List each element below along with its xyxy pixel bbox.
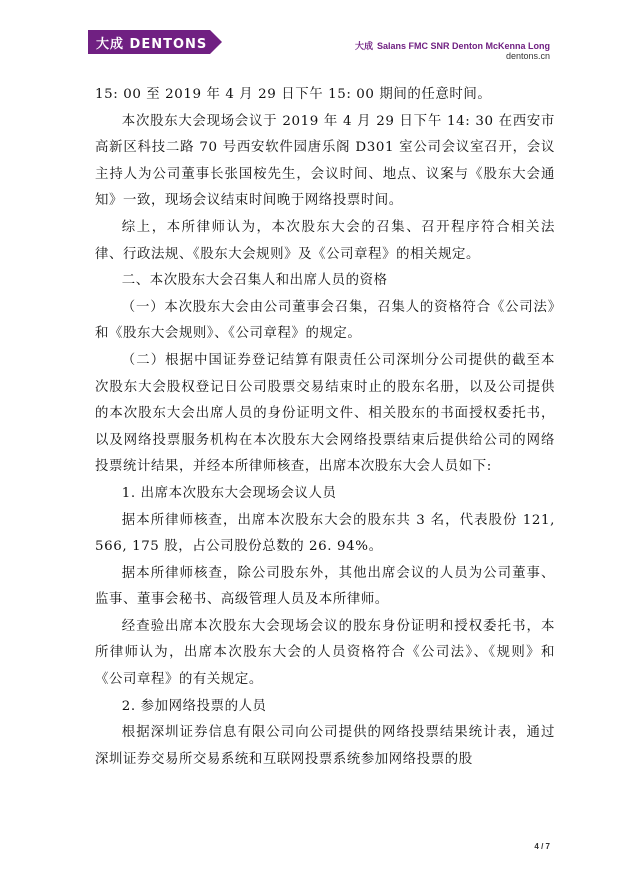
firm-domain: dentons.cn bbox=[505, 51, 550, 61]
firm-name-cn: 大成 bbox=[354, 41, 373, 51]
subheading-online-voters: 2. 参加网络投票的人员 bbox=[121, 698, 267, 714]
logo-text: 大成 DENTONS bbox=[96, 37, 208, 52]
paragraph-attendees-basis: （二）根据中国证券登记结算有限责任公司深圳分公司提供的截至本次股东大会股权登记日公司股票交易结束时止的股东名册，以及公司提供的本次股东大会出席人员的身份证明文件、相关股东的书面授权委托书，以及网络投票服务机构在本次股东大会网络投票结束后提供给公司的网络投票统计结果，并经本所律师核查，出席本次股东大会人员如下: bbox=[95, 352, 555, 475]
paragraph-online-voting-stats: 根据深圳证券信息有限公司向公司提供的网络投票结果统计表，通过深圳证券交易所交易系统和互联网投票系统参加网络投票的股 bbox=[95, 725, 555, 767]
paragraph-attendee-qualification: 经查验出席本次股东大会现场会议的股东身份证明和授权委托书，本所律师认为，出席本次股东大会的人员资格符合《公司法》、《规则》和《公司章程》的有关规定。 bbox=[95, 618, 555, 688]
page-header bbox=[0, 0, 642, 80]
paragraph-conclusion-procedure: 综上，本所律师认为，本次股东大会的召集、召开程序符合相关法律、行政法规、《股东大会规则》及《公司章程》的相关规定。 bbox=[95, 219, 555, 262]
paragraph-convener: （一）本次股东大会由公司董事会召集，召集人的资格符合《公司法》和《股东大会规则》、《公司章程》的规定。 bbox=[95, 299, 555, 342]
paragraph-other-attendees: 据本所律师核查，除公司股东外，其他出席会议的人员为公司董事、监事、董事会秘书、高级管理人员及本所律师。 bbox=[95, 565, 555, 608]
section-heading-qualifications: 二、本次股东大会召集人和出席人员的资格 bbox=[121, 273, 388, 289]
dentons-logo bbox=[88, 30, 222, 54]
document-body bbox=[95, 82, 555, 773]
paragraph-voting-time-end: 15: 00 至 2019 年 4 月 29 日下午 15: 00 期间的任意时间。 bbox=[95, 87, 492, 102]
firm-name-en: Salans FMC SNR Denton McKenna Long bbox=[376, 41, 550, 51]
page-number: 4 / 7 bbox=[534, 842, 550, 851]
paragraph-shareholder-count: 据本所律师核查，出席本次股东大会的股东共 3 名，代表股份 121, 566, 175 股，占公司股份总数的 26. 94%。 bbox=[95, 512, 555, 555]
subheading-onsite-attendees: 1. 出席本次股东大会现场会议人员 bbox=[121, 485, 337, 501]
paragraph-onsite-meeting: 本次股东大会现场会议于 2019 年 4 月 29 日下午 14: 30 在西安市高新区科技二路 70 号西安软件园唐乐阁 D301 室公司会议室召开，会议主持人为公司董事长张国桉先生，会议时间、地点、议案与《股东大会通知》一致，现场会议结束时间晚于网络投票时间。 bbox=[95, 113, 555, 209]
